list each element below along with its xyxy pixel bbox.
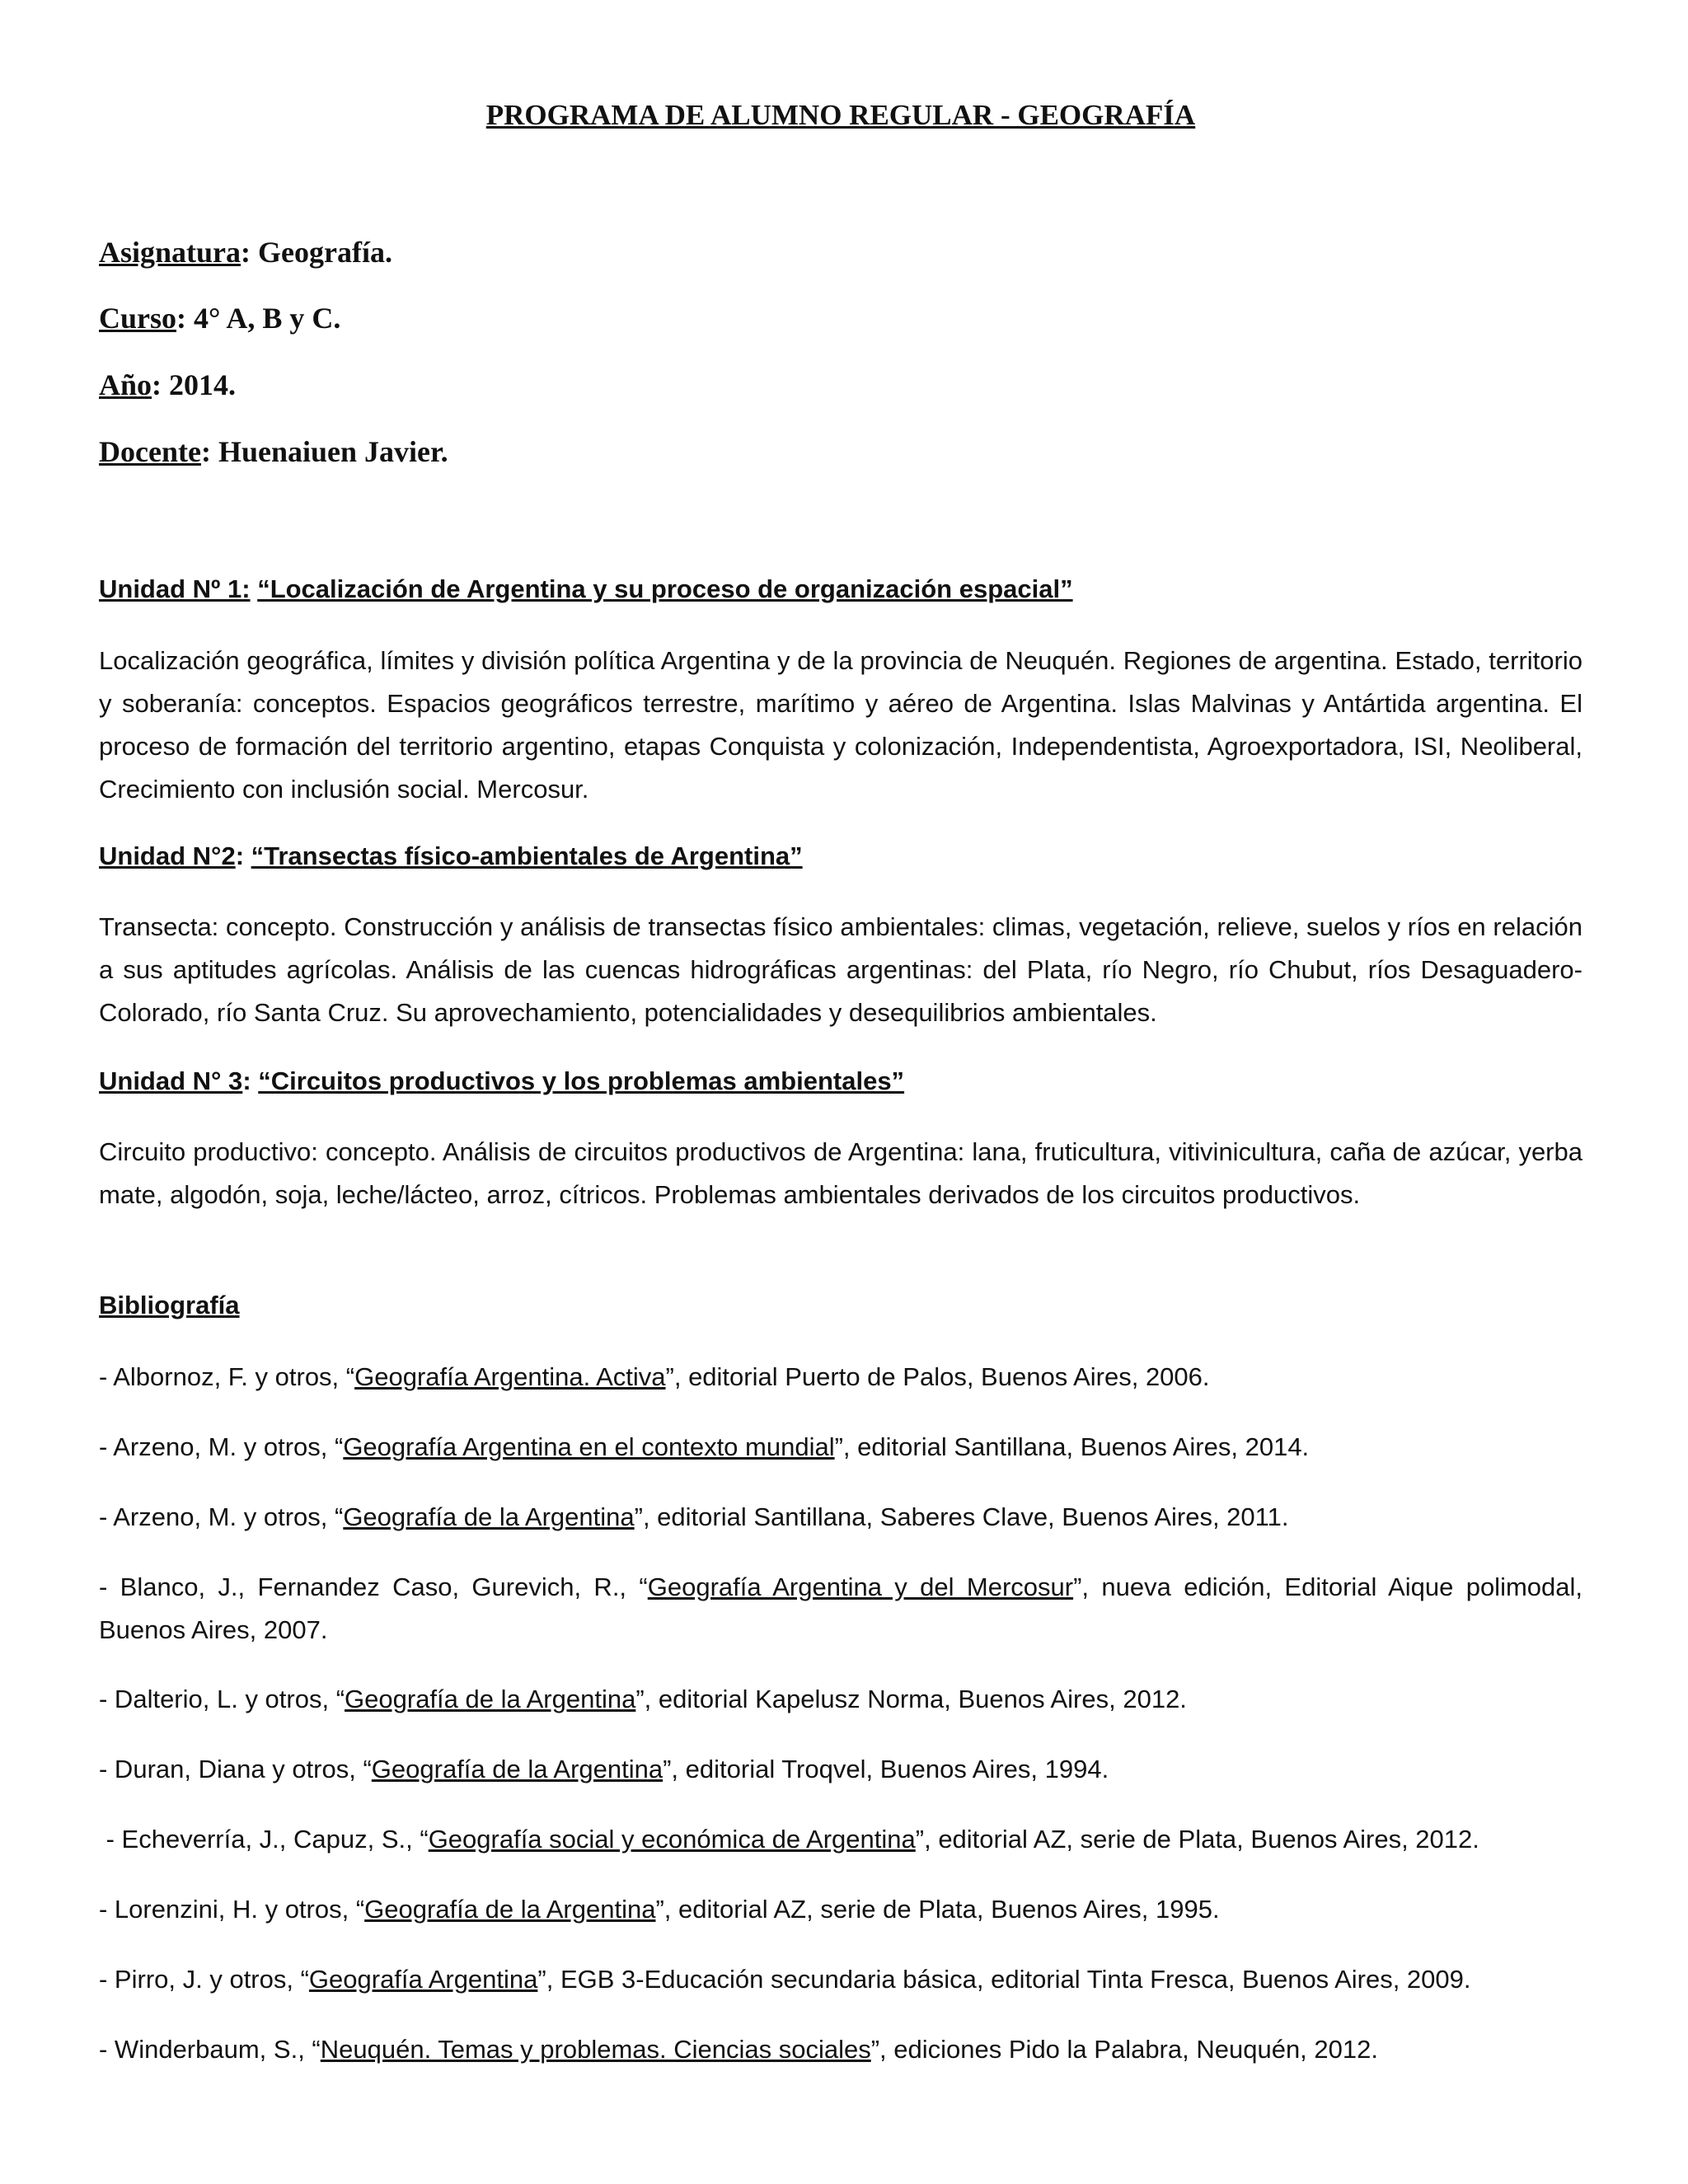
bibliography-title: Bibliografía bbox=[99, 1291, 240, 1319]
unit-title: “Circuitos productivos y los problemas ambientales” bbox=[258, 1066, 905, 1095]
bibliography-item bbox=[99, 2028, 1582, 2071]
unit-1-text: Localización geográfica, límites y división política Argentina y de la provincia de Neuquén. Regiones de argentina. Estado, territorio y soberanía: conceptos. Espacios geográficos terrestre, marítimo y aéreo de Argentina. Islas Malvinas y Antártida argentina. El proceso de formación del territorio argentino, etapas Conquista y colonización, Independentista, Agroexportadora, ISI, Neoliberal, Crecimiento con inclusión social. Mercosur. bbox=[99, 646, 1582, 804]
unit-separator: : bbox=[235, 841, 251, 870]
bib-publisher: ”, editorial Kapelusz Norma, Buenos Aires, 2012. bbox=[635, 1685, 1187, 1713]
unit-label: Unidad Nº 1: bbox=[99, 574, 251, 603]
bib-publisher: ”, editorial Santillana, Buenos Aires, 2014. bbox=[834, 1432, 1310, 1461]
bib-title: Geografía Argentina bbox=[308, 1965, 538, 1994]
bib-title: Geografía de la Argentina bbox=[371, 1755, 663, 1783]
bib-publisher: ”, editorial Troqvel, Buenos Aires, 1994. bbox=[663, 1755, 1109, 1783]
bibliography-item bbox=[99, 1958, 1582, 2001]
unit-2-text: Transecta: concepto. Construcción y análisis de transectas físico ambientales: climas, vegetación, relieve, suelos y ríos en relación a sus aptitudes agrícolas. Análisis de las cuencas hidrográficas argentinas: del Plata, río Negro, río Chubut, ríos Desaguadero-Colorado, río Santa Cruz. Su aprovechamiento, potencialidades y desequilibrios ambientales. bbox=[99, 912, 1582, 1027]
bibliography-item bbox=[99, 1888, 1582, 1931]
meta-value: : Geografía. bbox=[241, 236, 392, 269]
bib-author: - Arzeno, M. y otros, “ bbox=[99, 1432, 344, 1461]
bib-title: Geografía social y económica de Argentina bbox=[428, 1825, 916, 1854]
bibliography-item bbox=[99, 1496, 1582, 1539]
bib-publisher: ”, ediciones Pido la Palabra, Neuquén, 2012. bbox=[870, 2035, 1378, 2064]
meta-value: : Huenaiuen Javier. bbox=[200, 435, 448, 468]
meta-asignatura bbox=[99, 235, 392, 269]
bibliography-item bbox=[99, 1818, 1582, 1861]
bib-title: Geografía de la Argentina bbox=[343, 1502, 635, 1531]
unit-title: “Transectas físico-ambientales de Argentina” bbox=[251, 841, 803, 870]
bib-title: Neuquén. Temas y problemas. Ciencias sociales bbox=[320, 2035, 871, 2064]
bib-title: Geografía Argentina y del Mercosur bbox=[647, 1572, 1074, 1601]
meta-label: Curso bbox=[99, 302, 177, 335]
unit-1-heading bbox=[99, 574, 1582, 604]
bib-author: - Arzeno, M. y otros, “ bbox=[99, 1502, 344, 1531]
bib-publisher: ”, editorial AZ, serie de Plata, Buenos Aires, 1995. bbox=[655, 1895, 1220, 1924]
meta-value: : 2014. bbox=[152, 368, 237, 401]
bib-author: - Duran, Diana y otros, “ bbox=[99, 1755, 372, 1783]
bibliography-item bbox=[99, 1678, 1582, 1721]
meta-label: Docente bbox=[99, 435, 201, 468]
bib-author: - Dalterio, L. y otros, “ bbox=[99, 1685, 345, 1713]
meta-docente bbox=[99, 434, 448, 469]
meta-label: Asignatura bbox=[99, 236, 241, 269]
document-title: PROGRAMA DE ALUMNO REGULAR - GEOGRAFÍA bbox=[485, 99, 1196, 131]
meta-label: Año bbox=[99, 368, 152, 401]
bib-title: Geografía Argentina en el contexto mundial bbox=[343, 1432, 835, 1461]
bib-author: - Lorenzini, H. y otros, “ bbox=[99, 1895, 365, 1924]
bib-author: - Pirro, J. y otros, “ bbox=[99, 1965, 309, 1994]
bib-publisher: ”, editorial Puerto de Palos, Buenos Aires, 2006. bbox=[665, 1362, 1210, 1391]
bib-publisher: ”, editorial Santillana, Saberes Clave, Buenos Aires, 2011. bbox=[634, 1502, 1289, 1531]
bib-publisher: ”, editorial AZ, serie de Plata, Buenos Aires, 2012. bbox=[915, 1825, 1479, 1854]
bib-author: - Albornoz, F. y otros, “ bbox=[99, 1362, 355, 1391]
unit-3-text: Circuito productivo: concepto. Análisis de circuitos productivos de Argentina: lana, fruticultura, vitivinicultura, caña de azúcar, yerba mate, algodón, soja, leche/lácteo, arroz, cítricos. Problemas ambientales derivados de los circuitos productivos. bbox=[99, 1137, 1582, 1209]
unit-separator: : bbox=[242, 1066, 259, 1095]
bib-publisher: ”, EGB 3-Educación secundaria básica, editorial Tinta Fresca, Buenos Aires, 2009. bbox=[537, 1965, 1471, 1994]
unit-label: Unidad N° 3 bbox=[99, 1066, 243, 1095]
bib-title: Geografía Argentina. Activa bbox=[354, 1362, 666, 1391]
meta-value: : 4° A, B y C. bbox=[176, 302, 341, 335]
bib-author: - Winderbaum, S., “ bbox=[99, 2035, 321, 2064]
bibliography-item bbox=[99, 1426, 1582, 1469]
bib-title: Geografía de la Argentina bbox=[364, 1895, 656, 1924]
meta-curso bbox=[99, 301, 340, 335]
bib-publisher: ”, nueva edición, Editorial Aique polimodal, Buenos Aires, 2007. bbox=[99, 1572, 1583, 1644]
unit-3-heading bbox=[99, 1066, 1582, 1096]
unit-2-heading bbox=[99, 841, 1582, 871]
meta-anio bbox=[99, 368, 236, 402]
bibliography-item bbox=[99, 1566, 1582, 1652]
bibliography-item bbox=[99, 1356, 1582, 1399]
unit-label: Unidad N°2 bbox=[99, 841, 236, 870]
bibliography-item bbox=[99, 1748, 1582, 1791]
bibliography-heading bbox=[99, 1291, 1582, 1320]
bib-author: - Blanco, J., Fernandez Caso, Gurevich, R., “ bbox=[99, 1572, 648, 1601]
bib-title: Geografía de la Argentina bbox=[345, 1685, 636, 1713]
unit-title: “Localización de Argentina y su proceso de organización espacial” bbox=[257, 574, 1073, 603]
unit-separator bbox=[251, 574, 258, 603]
bib-author: - Echeverría, J., Capuz, S., “ bbox=[99, 1825, 429, 1854]
